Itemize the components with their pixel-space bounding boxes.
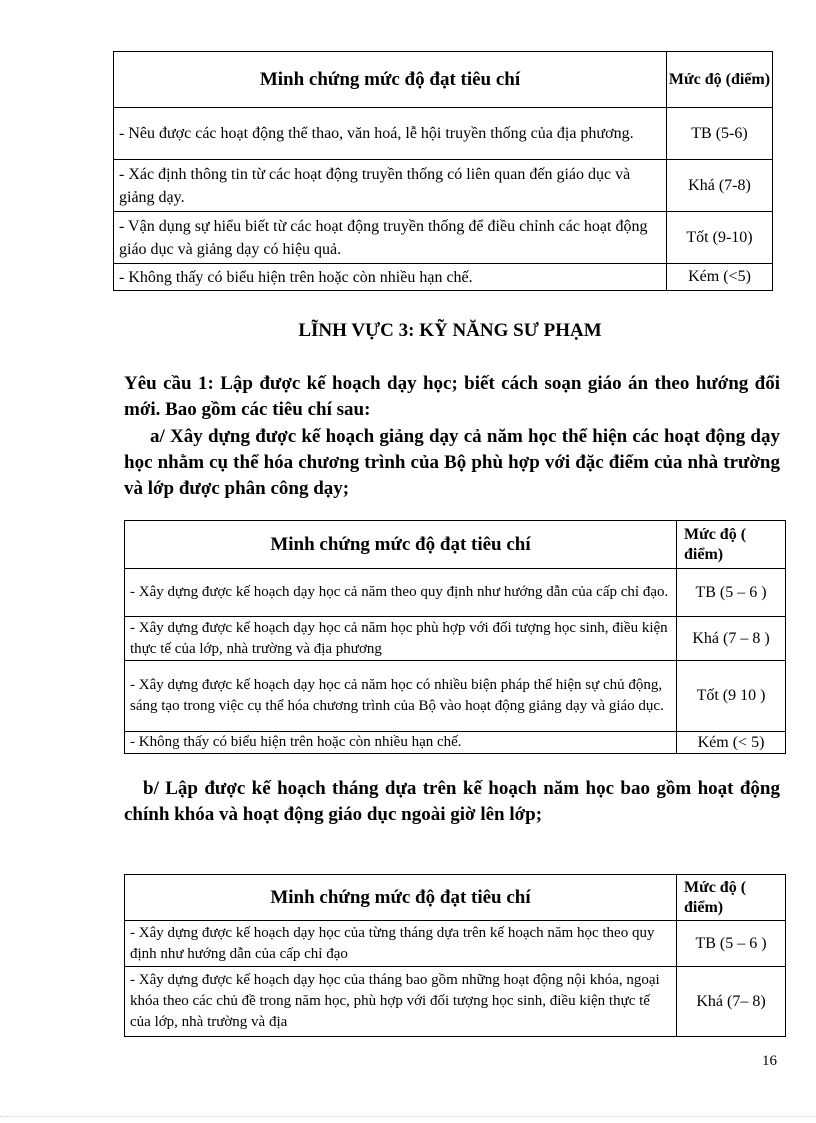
level-cell: Kém (<5) bbox=[667, 264, 773, 291]
criteria-cell: - Xây dựng được kế hoạch dạy học cả năm theo quy định như hướng dẫn của cấp chỉ đạo. bbox=[125, 569, 677, 617]
level-column-header: Mức độ ( điểm) bbox=[677, 521, 786, 569]
criteria-cell: - Xác định thông tin từ các hoạt động truyền thống có liên quan đến giáo dục và giảng dạy. bbox=[114, 160, 667, 212]
criteria-cell: - Xây dựng được kế hoạch dạy học cả năm học có nhiều biện pháp thể hiện sự chủ động, sáng tạo trong việc cụ thể hóa chương trình của Bộ vào hoạt động giảng dạy và giáo dục. bbox=[125, 661, 677, 732]
criteria-cell: - Nêu được các hoạt động thể thao, văn hoá, lễ hội truyền thống của địa phương. bbox=[114, 108, 667, 160]
level-cell: TB (5-6) bbox=[667, 108, 773, 160]
level-cell: TB (5 – 6 ) bbox=[677, 569, 786, 617]
level-column-header: Mức độ (điểm) bbox=[667, 52, 773, 108]
criteria-cell: - Không thấy có biểu hiện trên hoặc còn nhiều hạn chế. bbox=[114, 264, 667, 291]
criteria-cell: - Xây dựng được kế hoạch dạy học của từng tháng dựa trên kế hoạch năm học theo quy định như hướng dẫn của cấp chỉ đạo bbox=[125, 921, 677, 967]
level-cell: Khá (7– 8) bbox=[677, 967, 786, 1037]
criteria-cell: - Xây dựng được kế hoạch dạy học của tháng bao gồm những hoạt động nội khóa, ngoại khóa theo các chủ đề trong năm học, phù hợp với đối tượng học sinh, điều kiện thực tế của lớp, nhà trường và địa bbox=[125, 967, 677, 1037]
table-row bbox=[125, 732, 786, 754]
level-cell: Khá (7 – 8 ) bbox=[677, 617, 786, 661]
level-cell: Tốt (9 10 ) bbox=[677, 661, 786, 732]
table-header-row bbox=[125, 521, 786, 569]
criteria-cell: - Xây dựng được kế hoạch dạy học cả năm học phù hợp với đối tượng học sinh, điều kiện thực tế của lớp, nhà trường và địa phương bbox=[125, 617, 677, 661]
table-row bbox=[114, 264, 773, 291]
requirement-paragraph: Yêu cầu 1: Lập được kế hoạch dạy học; biết cách soạn giáo án theo hướng đổi mới. Bao gồm các tiêu chí sau: bbox=[124, 373, 780, 420]
table-row bbox=[125, 967, 786, 1037]
level-cell: TB (5 – 6 ) bbox=[677, 921, 786, 967]
table-row bbox=[114, 160, 773, 212]
table-header-row bbox=[114, 52, 773, 108]
criteria-cell: - Không thấy có biểu hiện trên hoặc còn nhiều hạn chế. bbox=[125, 732, 677, 754]
page-bottom-divider bbox=[0, 1116, 816, 1117]
level-column-header: Mức độ ( điểm) bbox=[677, 875, 786, 921]
criteria-table-2 bbox=[124, 520, 786, 754]
table-header-row bbox=[125, 875, 786, 921]
criteria-column-header: Minh chứng mức độ đạt tiêu chí bbox=[125, 521, 677, 569]
table-row bbox=[114, 212, 773, 264]
table-row bbox=[125, 569, 786, 617]
criterion-a-paragraph: a/ Xây dựng được kế hoạch giảng dạy cả năm học thể hiện các hoạt động dạy học nhằm cụ thể hóa chương trình của Bộ phù hợp với đặc điểm của nhà trường và lớp được phân công dạy; bbox=[124, 426, 780, 499]
table-row bbox=[125, 617, 786, 661]
level-cell: Khá (7-8) bbox=[667, 160, 773, 212]
criterion-b-paragraph: b/ Lập được kế hoạch tháng dựa trên kế hoạch năm học bao gồm hoạt động chính khóa và hoạt động giáo dục ngoài giờ lên lớp; bbox=[124, 778, 780, 825]
criteria-table-1 bbox=[113, 51, 773, 291]
section-heading: LĨNH VỰC 3: KỸ NĂNG SƯ PHẠM bbox=[298, 320, 602, 341]
criteria-table-3 bbox=[124, 874, 786, 1037]
table-row bbox=[114, 108, 773, 160]
criteria-cell: - Vận dụng sự hiểu biết từ các hoạt động truyền thống để điều chỉnh các hoạt động giáo dục và giảng dạy có hiệu quả. bbox=[114, 212, 667, 264]
criteria-column-header: Minh chứng mức độ đạt tiêu chí bbox=[114, 52, 667, 108]
level-cell: Kém (< 5) bbox=[677, 732, 786, 754]
level-cell: Tốt (9-10) bbox=[667, 212, 773, 264]
page-number: 16 bbox=[762, 1053, 777, 1069]
table-row bbox=[125, 921, 786, 967]
criteria-column-header: Minh chứng mức độ đạt tiêu chí bbox=[125, 875, 677, 921]
table-row bbox=[125, 661, 786, 732]
